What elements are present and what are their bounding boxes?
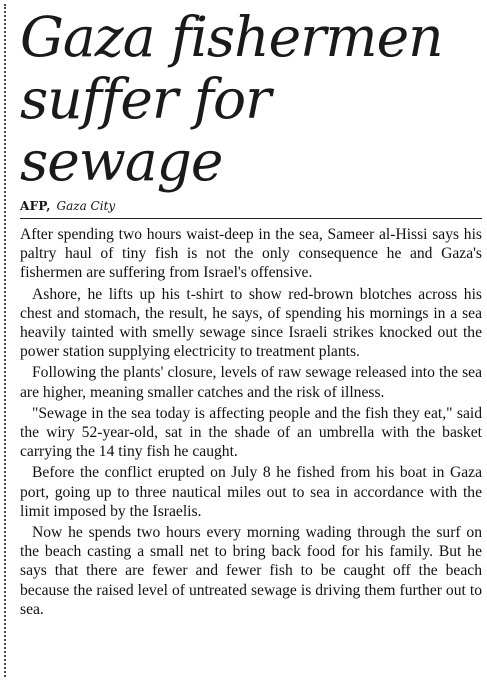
byline-dateline: Gaza City	[56, 199, 116, 213]
headline-line-1: Gaza fishermen	[20, 5, 443, 69]
headline-line-2: suffer for sewage	[20, 67, 271, 193]
article-body	[20, 225, 482, 619]
clipping-dotted-border	[4, 4, 6, 677]
paragraph-1: After spending two hours waist-deep in the sea, Sameer al-Hissi says his paltry haul of tiny fish is not the only consequence he and Gaza's fishermen are suffering from Israel's offensive.	[20, 226, 482, 282]
paragraph-4: "Sewage in the sea today is affecting people and the fish they eat," said the wiry 52-year-old, sat in the shade of an umbrella with the basket carrying the 14 tiny fish he caught.	[20, 404, 482, 461]
byline-agency: AFP,	[20, 199, 51, 213]
paragraph-5: Before the conflict erupted on July 8 he fished from his boat in Gaza port, going up to three nautical miles out to sea in accordance with the limit imposed by the Israelis.	[20, 464, 482, 520]
paragraph-2: Ashore, he lifts up his t-shirt to show red-brown blotches across his chest and stomach, the result, he says, of spending his mornings in a sea heavily tainted with smelly sewage since Israeli strikes knocked out the power station supplying electricity to treatment plants.	[20, 285, 482, 361]
news-article	[20, 6, 482, 621]
byline	[20, 198, 482, 219]
paragraph-3: Following the plants' closure, levels of raw sewage released into the sea are higher, meaning smaller catches and the risk of illness.	[20, 364, 482, 401]
headline	[20, 6, 482, 192]
paragraph-6: Now he spends two hours every morning wading through the surf on the beach casting a small net to bring back food for his family. But he says that there are fewer and fewer fish to be caught off the beach because the raised level of untreated sewage is driving them further out to sea.	[20, 524, 482, 618]
